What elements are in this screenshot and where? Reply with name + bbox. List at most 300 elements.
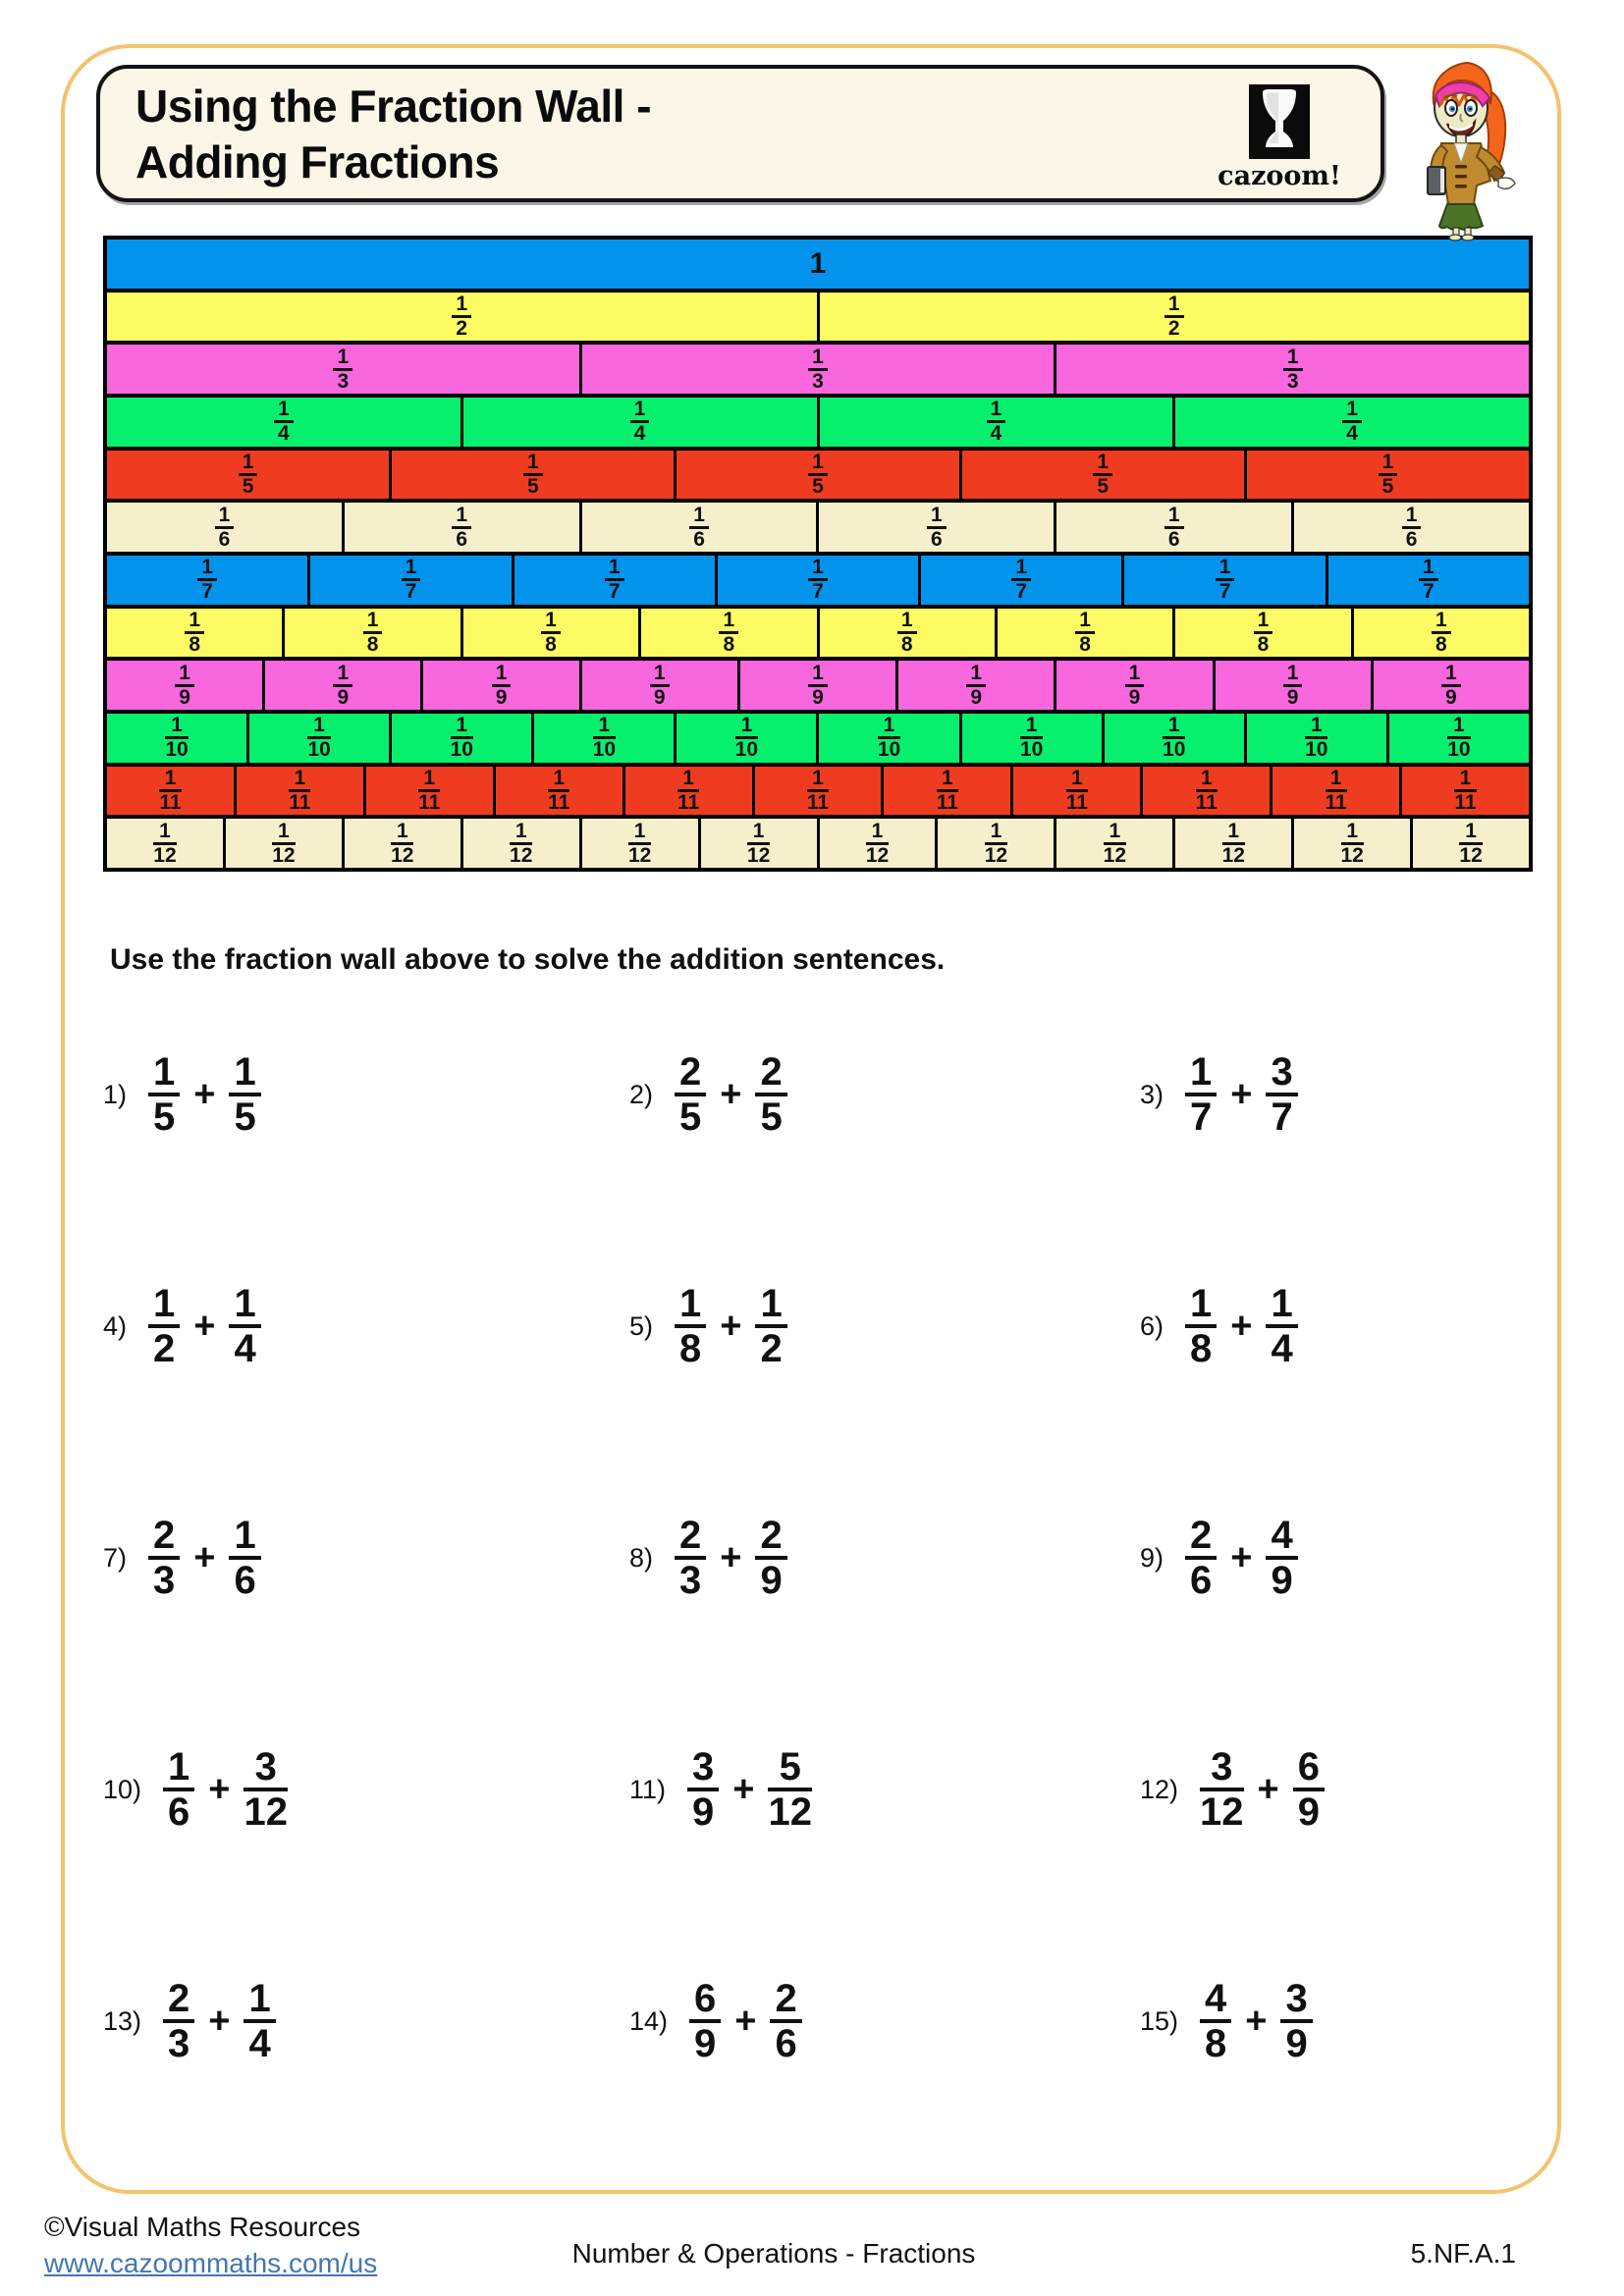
fraction: [1185, 1515, 1217, 1602]
fraction-numerator: 2: [1185, 1515, 1217, 1560]
fraction-wall-row: [107, 710, 1529, 763]
fraction-cell: [1213, 661, 1371, 710]
problem-item: [1140, 1515, 1527, 1602]
fraction-denominator: 5: [153, 1095, 176, 1139]
fraction-cell: [1102, 714, 1244, 763]
fraction-denominator: 7: [608, 580, 621, 604]
fraction-denominator: 2: [1167, 317, 1180, 340]
goblet-drum-icon: [1249, 84, 1310, 159]
fraction: [808, 663, 828, 709]
fraction-denominator: 11: [159, 791, 182, 815]
fraction-cell: [1054, 819, 1172, 868]
fraction-numerator: 1: [628, 821, 651, 845]
fraction: [1200, 1746, 1244, 1834]
plus-sign: +: [193, 1536, 216, 1578]
fraction-cell: [460, 398, 817, 447]
problem-item: [103, 1746, 629, 1834]
fraction-numerator: 1: [418, 768, 440, 792]
fraction-numerator: 2: [675, 1051, 706, 1096]
fraction-denominator: 9: [694, 2022, 717, 2065]
fraction-numerator: 1: [1283, 347, 1303, 371]
fraction: [747, 821, 770, 867]
fraction: [1305, 715, 1327, 761]
fraction: [1066, 768, 1088, 814]
fraction-numerator: 1: [675, 1283, 706, 1328]
fraction-numerator: 5: [768, 1746, 812, 1791]
fraction: [689, 1978, 721, 2065]
fraction-denominator: 12: [1103, 843, 1127, 867]
fraction-cell: [959, 714, 1102, 763]
fraction: [1011, 557, 1031, 603]
page-title-line1: Using the Fraction Wall -: [135, 80, 652, 132]
fraction-wall-row: [107, 240, 1529, 289]
fraction-denominator: 12: [1459, 843, 1483, 867]
fraction-denominator: 12: [272, 843, 296, 867]
fraction-cell: [1386, 714, 1529, 763]
fraction-numerator: 1: [363, 610, 383, 634]
fraction-numerator: 1: [1432, 610, 1451, 634]
fraction: [687, 1746, 719, 1834]
fraction: [274, 399, 294, 445]
fraction-cell: [107, 819, 223, 868]
fraction-denominator: 4: [278, 422, 290, 446]
fraction-denominator: 6: [456, 527, 468, 551]
fraction: [628, 821, 651, 867]
fraction-cell: [420, 661, 578, 710]
fraction-denominator: 8: [1079, 633, 1091, 657]
fraction-numerator: 1: [1164, 294, 1184, 318]
fraction-denominator: 6: [931, 527, 943, 551]
fraction: [452, 294, 471, 340]
plus-sign: +: [734, 2000, 757, 2042]
fraction-cell: [342, 819, 460, 868]
fraction-denominator: 9: [692, 1790, 715, 1834]
fraction-denominator: 7: [812, 580, 824, 604]
fraction: [244, 1978, 275, 2065]
fraction-numerator: 3: [687, 1746, 719, 1791]
fraction-cell: [1351, 609, 1529, 658]
fraction: [1326, 768, 1347, 814]
hand: [1498, 178, 1515, 188]
fraction: [1185, 1283, 1217, 1370]
fraction-denominator: 9: [1128, 685, 1141, 709]
fraction-numerator: 2: [163, 1978, 194, 2023]
fraction-numerator: 1: [1342, 399, 1362, 423]
fraction-denominator: 6: [693, 527, 705, 551]
fraction: [159, 768, 181, 814]
fraction-numerator: 2: [755, 1515, 786, 1560]
fraction: [755, 1515, 786, 1602]
fraction-denominator: 5: [234, 1095, 256, 1139]
fraction: [1093, 452, 1112, 498]
fraction-wall-row: [107, 289, 1529, 342]
fraction-numerator: 1: [630, 399, 650, 423]
fraction: [1441, 663, 1461, 709]
fraction: [1454, 768, 1476, 814]
problem-number: 10): [103, 1774, 142, 1804]
problem-number: 1): [103, 1079, 128, 1109]
fraction-denominator: 7: [1190, 1095, 1213, 1139]
fraction-denominator: 10: [1305, 738, 1328, 762]
problem-number: 8): [629, 1542, 654, 1573]
fraction-wall-row: [107, 657, 1529, 710]
fraction: [229, 1051, 260, 1139]
fraction-cell: [1399, 767, 1529, 816]
fraction-numerator: 2: [675, 1515, 706, 1560]
fraction-numerator: 1: [1185, 1051, 1217, 1096]
fraction-denominator: 8: [679, 1327, 702, 1370]
fraction-denominator: 2: [760, 1327, 783, 1370]
plus-sign: +: [1230, 1073, 1253, 1115]
fraction-cell: [460, 609, 638, 658]
fraction-denominator: 2: [456, 317, 468, 340]
fraction-denominator: 11: [418, 791, 441, 815]
fraction-denominator: 9: [970, 685, 983, 709]
fraction: [675, 1515, 706, 1602]
fraction-denominator: 8: [900, 633, 913, 657]
fraction-numerator: 1: [289, 768, 310, 792]
fraction-denominator: 8: [1257, 633, 1270, 657]
fraction-numerator: 1: [215, 505, 235, 529]
fraction-denominator: 6: [168, 1790, 190, 1834]
fraction-cell: [493, 767, 623, 816]
fraction: [1266, 1051, 1297, 1139]
fraction: [333, 347, 352, 393]
fraction: [1283, 347, 1303, 393]
fraction: [175, 663, 194, 709]
fraction-numerator: 1: [548, 768, 569, 792]
fraction-numerator: 1: [1093, 452, 1112, 476]
fraction-numerator: 1: [755, 1283, 786, 1328]
fraction: [510, 821, 532, 867]
fraction-denominator: 4: [1346, 422, 1358, 446]
fraction-cell: [881, 767, 1010, 816]
problem-number: 13): [103, 2005, 142, 2036]
fraction-numerator: 1: [807, 768, 829, 792]
fraction: [897, 610, 917, 656]
problem-item: [103, 1283, 629, 1370]
fraction-numerator: 1: [1164, 505, 1184, 529]
fraction-numerator: 2: [770, 1978, 801, 2023]
fraction-denominator: 12: [1221, 843, 1245, 867]
fraction-numerator: 1: [175, 663, 194, 687]
problem-item: [1140, 1051, 1527, 1139]
fraction-numerator: 1: [274, 399, 294, 423]
fraction-numerator: 1: [197, 557, 217, 581]
fraction-numerator: 1: [1020, 715, 1043, 739]
fraction: [1164, 505, 1184, 551]
fraction-cell: [107, 767, 234, 816]
fraction-numerator: 1: [1266, 1283, 1297, 1328]
fraction-denominator: 4: [234, 1327, 256, 1370]
fraction-denominator: 9: [1285, 2022, 1308, 2065]
fraction-numerator: 1: [1196, 768, 1218, 792]
copyright-text: ©Visual Maths Resources: [44, 2212, 361, 2242]
problem-number: 15): [1140, 2005, 1179, 2036]
fraction-cell: [223, 819, 342, 868]
fraction-numerator: 1: [593, 715, 616, 739]
fraction: [927, 505, 947, 551]
fraction-cell: [752, 767, 882, 816]
fraction-numerator: 1: [452, 294, 471, 318]
fraction-denominator: 10: [307, 738, 331, 762]
fraction-cell: [107, 714, 246, 763]
fraction: [675, 1283, 706, 1370]
fraction-numerator: 1: [239, 452, 258, 476]
fraction: [244, 1746, 288, 1834]
problem-number: 4): [103, 1310, 128, 1341]
fraction-numerator: 1: [333, 663, 352, 687]
fraction-denominator: 11: [1195, 791, 1218, 815]
fraction: [1342, 399, 1362, 445]
fraction: [289, 768, 310, 814]
fraction-denominator: 3: [153, 1559, 176, 1602]
fraction-numerator: 1: [165, 715, 188, 739]
plus-sign: +: [720, 1536, 742, 1578]
problem-item: [103, 1978, 629, 2065]
fraction-denominator: 8: [1190, 1327, 1213, 1370]
fraction: [1419, 557, 1438, 603]
fraction-wall-row: [107, 447, 1529, 500]
fraction-denominator: 10: [1163, 738, 1186, 762]
fraction-wall-row: [107, 341, 1529, 394]
fraction: [689, 505, 709, 551]
fraction-numerator: 1: [333, 347, 352, 371]
problem-item: [1140, 1746, 1527, 1834]
problem-number: 2): [629, 1079, 654, 1109]
fraction: [185, 610, 204, 656]
fraction: [768, 1746, 812, 1834]
fraction-denominator: 3: [679, 1559, 702, 1602]
fraction-numerator: 1: [272, 821, 295, 845]
fraction-denominator: 10: [877, 738, 901, 762]
fraction-cell: [1244, 714, 1386, 763]
fraction-denominator: 7: [1271, 1095, 1293, 1139]
fraction: [1164, 294, 1184, 340]
fraction: [307, 715, 330, 761]
problem-number: 14): [629, 2005, 669, 2036]
fraction-numerator: 1: [1066, 768, 1088, 792]
fraction: [148, 1515, 180, 1602]
fraction-cell: [995, 609, 1172, 658]
fraction-numerator: 1: [937, 768, 958, 792]
fraction-numerator: 1: [1305, 715, 1327, 739]
fraction-numerator: 1: [1326, 768, 1347, 792]
footer-category: Number & Operations - Fractions: [571, 2238, 976, 2269]
fraction-numerator: 1: [735, 715, 758, 739]
fraction-cell: [1054, 345, 1529, 394]
problem-number: 9): [1140, 1542, 1164, 1573]
fraction-numerator: 1: [229, 1283, 260, 1328]
fraction-denominator: 4: [990, 422, 1002, 446]
fraction-cell: [816, 503, 1054, 552]
fraction-numerator: 1: [966, 663, 986, 687]
fraction: [229, 1515, 260, 1602]
fraction: [148, 1283, 180, 1370]
fraction: [1283, 663, 1303, 709]
website-link[interactable]: www.cazoommaths.com/us: [44, 2248, 378, 2278]
fraction-denominator: 9: [1445, 685, 1457, 709]
plus-sign: +: [208, 2000, 231, 2042]
fraction-numerator: 1: [307, 715, 330, 739]
fraction: [163, 1746, 194, 1834]
fraction-cell: [1291, 503, 1529, 552]
fraction-numerator: 1: [1222, 821, 1245, 845]
footer-credit: [44, 2209, 377, 2281]
problem-item: [103, 1515, 629, 1602]
plus-sign: +: [1230, 1536, 1253, 1578]
fraction-numerator: 1: [1216, 557, 1235, 581]
fraction-numerator: 1: [229, 1515, 260, 1560]
fraction: [1266, 1283, 1297, 1370]
fraction-denominator: 12: [153, 843, 177, 867]
fraction: [165, 715, 188, 761]
fraction-numerator: 1: [985, 821, 1007, 845]
fraction-denominator: 9: [495, 685, 508, 709]
fraction-denominator: 10: [165, 738, 189, 762]
fraction-denominator: 3: [812, 369, 824, 393]
plus-sign: +: [720, 1305, 742, 1347]
fraction-numerator: 1: [229, 1051, 260, 1096]
fraction-numerator: 1: [878, 715, 900, 739]
fraction-denominator: 2: [153, 1327, 176, 1370]
fraction-numerator: 1: [185, 610, 204, 634]
fraction-wall-row: [107, 763, 1529, 816]
fraction: [987, 399, 1006, 445]
fraction-denominator: 12: [1340, 843, 1364, 867]
fraction-denominator: 9: [1286, 685, 1299, 709]
cazoom-logo: [1206, 84, 1353, 191]
fraction-numerator: 1: [719, 610, 738, 634]
fraction: [808, 557, 828, 603]
fraction: [650, 663, 670, 709]
fraction: [1200, 1978, 1231, 2065]
fraction-denominator: 12: [984, 843, 1008, 867]
fraction-numerator: 4: [1200, 1978, 1231, 2023]
fraction-numerator: 1: [1341, 821, 1364, 845]
fraction: [878, 715, 900, 761]
fraction-wall-row: [107, 499, 1529, 552]
fraction-denominator: 10: [450, 738, 473, 762]
fraction: [1125, 663, 1145, 709]
fraction-numerator: 2: [148, 1515, 180, 1560]
fraction-cell: [107, 556, 307, 605]
plus-sign: +: [1230, 1305, 1253, 1347]
fraction-denominator: 5: [1097, 475, 1110, 499]
problem-item: [103, 1051, 629, 1139]
plus-sign: +: [208, 1768, 231, 1810]
fraction: [966, 663, 986, 709]
fraction-numerator: 1: [1441, 663, 1461, 687]
page-title: [135, 79, 651, 190]
fraction: [1185, 1051, 1217, 1139]
fraction: [1280, 1978, 1312, 2065]
fraction-numerator: 1: [391, 821, 413, 845]
fraction-cell: [262, 661, 420, 710]
fraction-denominator: 11: [677, 791, 700, 815]
fraction-denominator: 8: [189, 633, 201, 657]
fraction-numerator: 1: [808, 452, 828, 476]
fraction-denominator: 12: [768, 1790, 812, 1834]
fraction: [333, 663, 352, 709]
fraction-denominator: 10: [592, 738, 616, 762]
fraction-cell: [1270, 767, 1399, 816]
cazoom-logo-text: cazoom!: [1218, 161, 1341, 191]
fraction-cell: [817, 609, 995, 658]
fraction: [1379, 452, 1398, 498]
fraction: [770, 1978, 801, 2065]
fraction-numerator: 1: [153, 821, 176, 845]
fraction: [391, 821, 413, 867]
fraction-numerator: 1: [1011, 557, 1031, 581]
fraction-denominator: 7: [1422, 580, 1435, 604]
fraction-numerator: 1: [1075, 610, 1095, 634]
fraction-numerator: 3: [1200, 1746, 1244, 1791]
fraction-denominator: 12: [391, 843, 414, 867]
fraction-denominator: 11: [936, 791, 958, 815]
fraction-cell: [107, 240, 1529, 289]
problem-item: [629, 1746, 1140, 1834]
fraction-denominator: 9: [1297, 1790, 1320, 1834]
fraction-wall-row: [107, 552, 1529, 605]
fraction-denominator: 6: [775, 2022, 797, 2065]
fraction-cell: [698, 819, 817, 868]
fraction: [1341, 821, 1364, 867]
fraction-cell: [638, 609, 816, 658]
fraction-denominator: 11: [1454, 791, 1477, 815]
fraction-denominator: 12: [510, 843, 533, 867]
title-box: [96, 65, 1384, 202]
fraction-numerator: 1: [866, 821, 889, 845]
fraction-numerator: 1: [451, 715, 473, 739]
fraction-denominator: 10: [734, 738, 759, 762]
fraction-cell: [1291, 819, 1410, 868]
fraction-numerator: 1: [677, 768, 699, 792]
fraction: [215, 505, 235, 551]
fraction-cell: [246, 714, 389, 763]
fraction-numerator: 6: [689, 1978, 721, 2023]
fraction-cell: [579, 819, 698, 868]
fraction: [1222, 821, 1245, 867]
fraction-cell: [460, 819, 579, 868]
skirt: [1439, 204, 1483, 230]
fraction: [735, 715, 758, 761]
fraction: [677, 768, 699, 814]
plus-sign: +: [720, 1073, 742, 1115]
fraction-denominator: 11: [1065, 791, 1088, 815]
fraction-numerator: 3: [244, 1746, 288, 1791]
fraction-cell: [531, 714, 674, 763]
fraction-cell: [1326, 556, 1529, 605]
fraction-wall-row: [107, 605, 1529, 658]
fraction: [229, 1283, 260, 1370]
fraction: [808, 452, 828, 498]
fraction-wall: [103, 236, 1533, 872]
fraction-numerator: 1: [1459, 821, 1482, 845]
fraction: [418, 768, 440, 814]
problem-number: 11): [629, 1774, 667, 1804]
fraction-denominator: 12: [244, 1790, 288, 1834]
fraction-cell: [512, 556, 715, 605]
fraction-denominator: 4: [633, 422, 646, 446]
fraction: [272, 821, 295, 867]
fraction-denominator: 5: [526, 475, 539, 499]
problems-grid: [103, 979, 1527, 2137]
fraction-cell: [282, 609, 460, 658]
plus-sign: +: [732, 1768, 755, 1810]
fraction-denominator: 8: [366, 633, 379, 657]
fraction: [605, 557, 624, 603]
